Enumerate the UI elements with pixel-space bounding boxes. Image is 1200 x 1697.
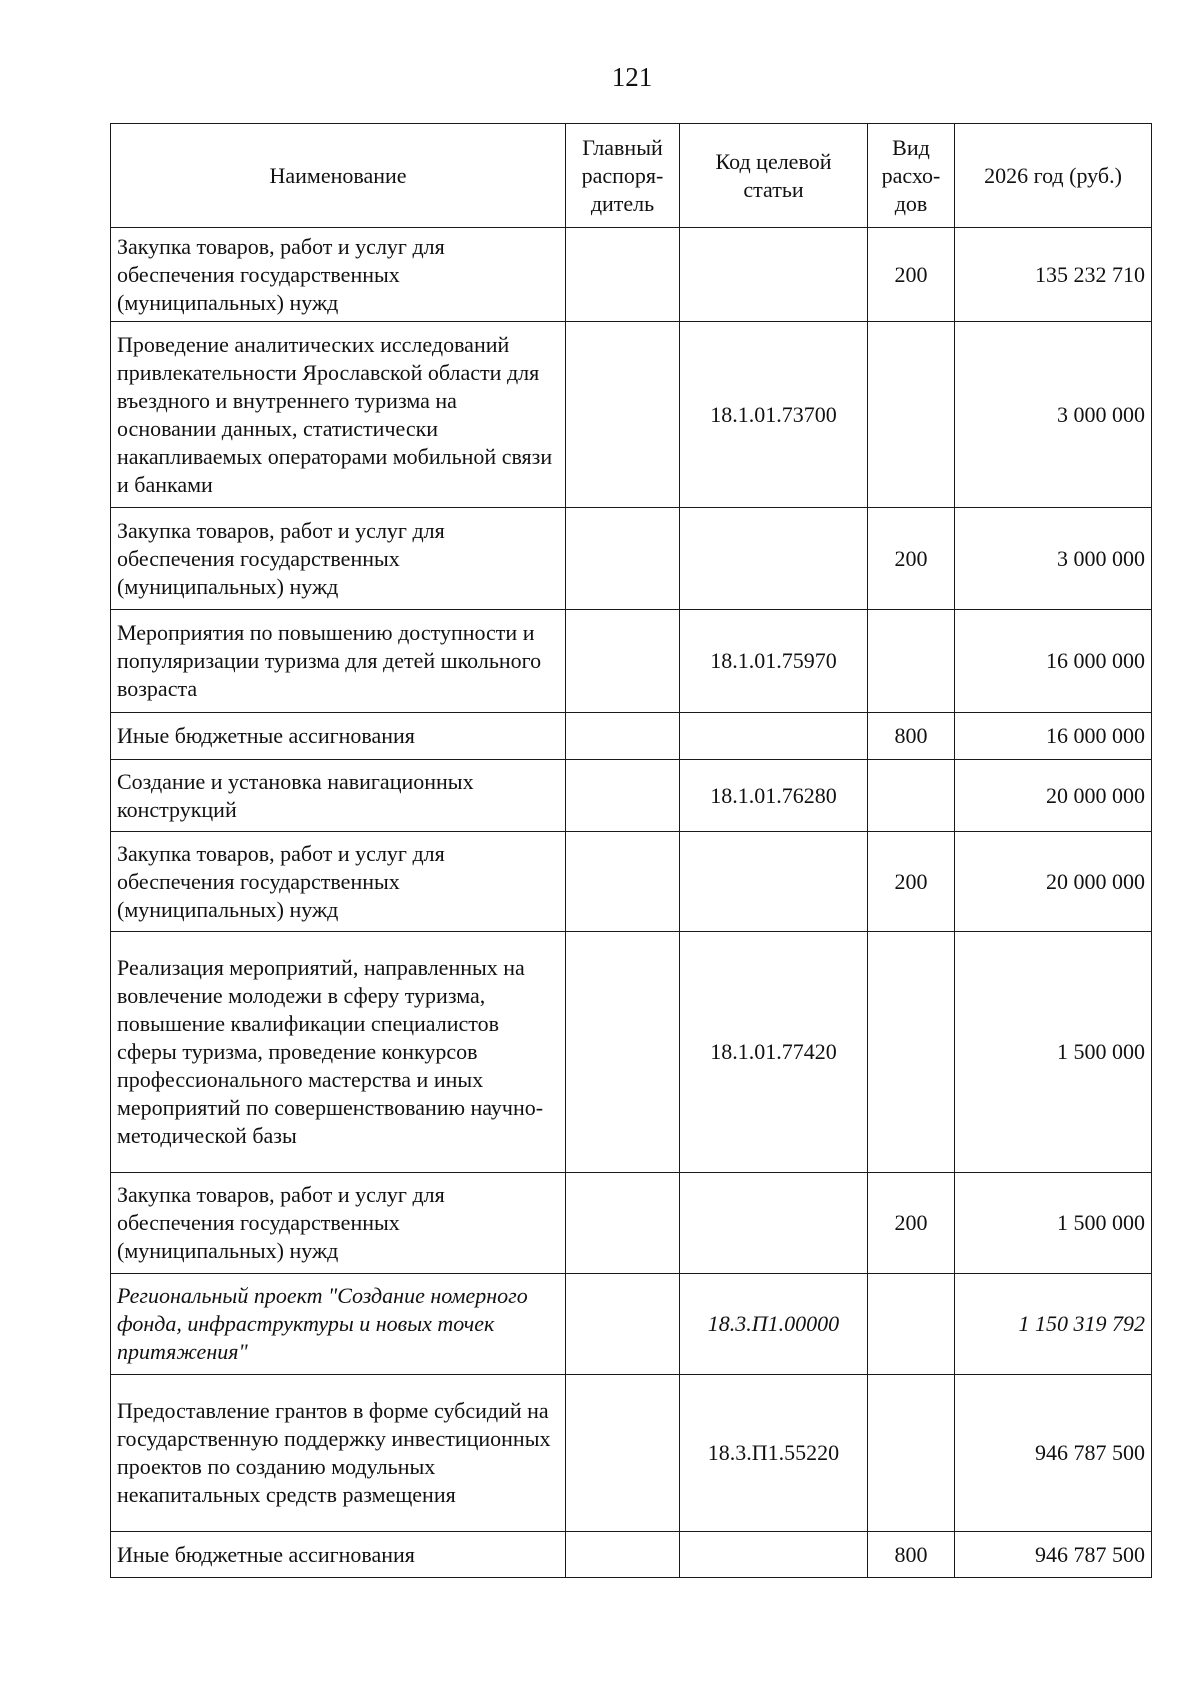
row-name: Создание и установка навигационных конструкций — [111, 760, 566, 832]
row-amount: 16 000 000 — [955, 713, 1152, 760]
row-code: 18.1.01.76280 — [680, 760, 868, 832]
header-target-code: Код целевой статьи — [680, 124, 868, 228]
table-header-row — [111, 124, 1152, 228]
row-expense-type: 800 — [868, 713, 955, 760]
row-chief — [566, 322, 680, 508]
row-chief — [566, 1532, 680, 1578]
table-row — [111, 1532, 1152, 1578]
row-chief — [566, 713, 680, 760]
row-amount: 20 000 000 — [955, 832, 1152, 932]
row-expense-type — [868, 1274, 955, 1375]
table-row — [111, 508, 1152, 610]
row-chief — [566, 760, 680, 832]
row-name: Иные бюджетные ассигнования — [111, 1532, 566, 1578]
table-row — [111, 1375, 1152, 1532]
row-expense-type: 200 — [868, 228, 955, 322]
row-code: 18.1.01.77420 — [680, 932, 868, 1173]
table-row-regional-project — [111, 1274, 1152, 1375]
row-amount: 16 000 000 — [955, 610, 1152, 713]
row-chief — [566, 610, 680, 713]
row-chief — [566, 1274, 680, 1375]
row-code: 18.1.01.73700 — [680, 322, 868, 508]
row-name: Закупка товаров, работ и услуг для обеспечения государственных (муниципальных) нужд — [111, 832, 566, 932]
row-amount: 946 787 500 — [955, 1375, 1152, 1532]
table-row — [111, 228, 1152, 322]
row-chief — [566, 508, 680, 610]
row-code — [680, 1532, 868, 1578]
row-code: 18.1.01.75970 — [680, 610, 868, 713]
row-code — [680, 228, 868, 322]
row-amount: 3 000 000 — [955, 322, 1152, 508]
header-chief-administrator: Главный распоря- дитель — [566, 124, 680, 228]
budget-table — [110, 123, 1152, 1578]
row-name: Проведение аналитических исследований привлекательности Ярославской области для въездного и внутреннего туризма на основании данных, статистически накапливаемых операторами мобильной связи и банками — [111, 322, 566, 508]
row-amount: 1 500 000 — [955, 1173, 1152, 1274]
row-expense-type — [868, 1375, 955, 1532]
row-code — [680, 832, 868, 932]
header-amount-2026: 2026 год (руб.) — [955, 124, 1152, 228]
row-code — [680, 1173, 868, 1274]
table-row — [111, 832, 1152, 932]
row-amount: 946 787 500 — [955, 1532, 1152, 1578]
row-expense-type — [868, 322, 955, 508]
row-chief — [566, 932, 680, 1173]
row-chief — [566, 832, 680, 932]
row-expense-type — [868, 932, 955, 1173]
table-row — [111, 932, 1152, 1173]
row-expense-type: 200 — [868, 832, 955, 932]
table-row — [111, 1173, 1152, 1274]
row-name: Иные бюджетные ассигнования — [111, 713, 566, 760]
row-name: Региональный проект "Создание номерного фонда, инфраструктуры и новых точек притяжения" — [111, 1274, 566, 1375]
row-name: Реализация мероприятий, направленных на вовлечение молодежи в сферу туризма, повышение квалификации специалистов сферы туризма, проведение конкурсов профессионального мастерства и иных мероприятий по совершенствованию научно-методической базы — [111, 932, 566, 1173]
table-row — [111, 760, 1152, 832]
table-row — [111, 610, 1152, 713]
row-name: Закупка товаров, работ и услуг для обеспечения государственных (муниципальных) нужд — [111, 508, 566, 610]
row-code — [680, 713, 868, 760]
row-chief — [566, 1375, 680, 1532]
row-chief — [566, 228, 680, 322]
header-expense-type: Вид расхо- дов — [868, 124, 955, 228]
row-amount: 1 150 319 792 — [955, 1274, 1152, 1375]
row-name: Предоставление грантов в форме субсидий на государственную поддержку инвестиционных проектов по созданию модульных некапитальных средств размещения — [111, 1375, 566, 1532]
header-name: Наименование — [111, 124, 566, 228]
row-expense-type: 800 — [868, 1532, 955, 1578]
row-expense-type — [868, 610, 955, 713]
row-code — [680, 508, 868, 610]
row-code: 18.3.П1.55220 — [680, 1375, 868, 1532]
row-name: Закупка товаров, работ и услуг для обеспечения государственных (муниципальных) нужд — [111, 1173, 566, 1274]
table-row — [111, 713, 1152, 760]
row-amount: 1 500 000 — [955, 932, 1152, 1173]
page-number: 121 — [611, 62, 653, 92]
row-amount: 135 232 710 — [955, 228, 1152, 322]
row-chief — [566, 1173, 680, 1274]
row-name: Закупка товаров, работ и услуг для обеспечения государственных (муниципальных) нужд — [111, 228, 566, 322]
row-amount: 20 000 000 — [955, 760, 1152, 832]
row-amount: 3 000 000 — [955, 508, 1152, 610]
table-row — [111, 322, 1152, 508]
row-name: Мероприятия по повышению доступности и популяризации туризма для детей школьного возраста — [111, 610, 566, 713]
row-code: 18.3.П1.00000 — [680, 1274, 868, 1375]
row-expense-type: 200 — [868, 508, 955, 610]
row-expense-type: 200 — [868, 1173, 955, 1274]
row-expense-type — [868, 760, 955, 832]
